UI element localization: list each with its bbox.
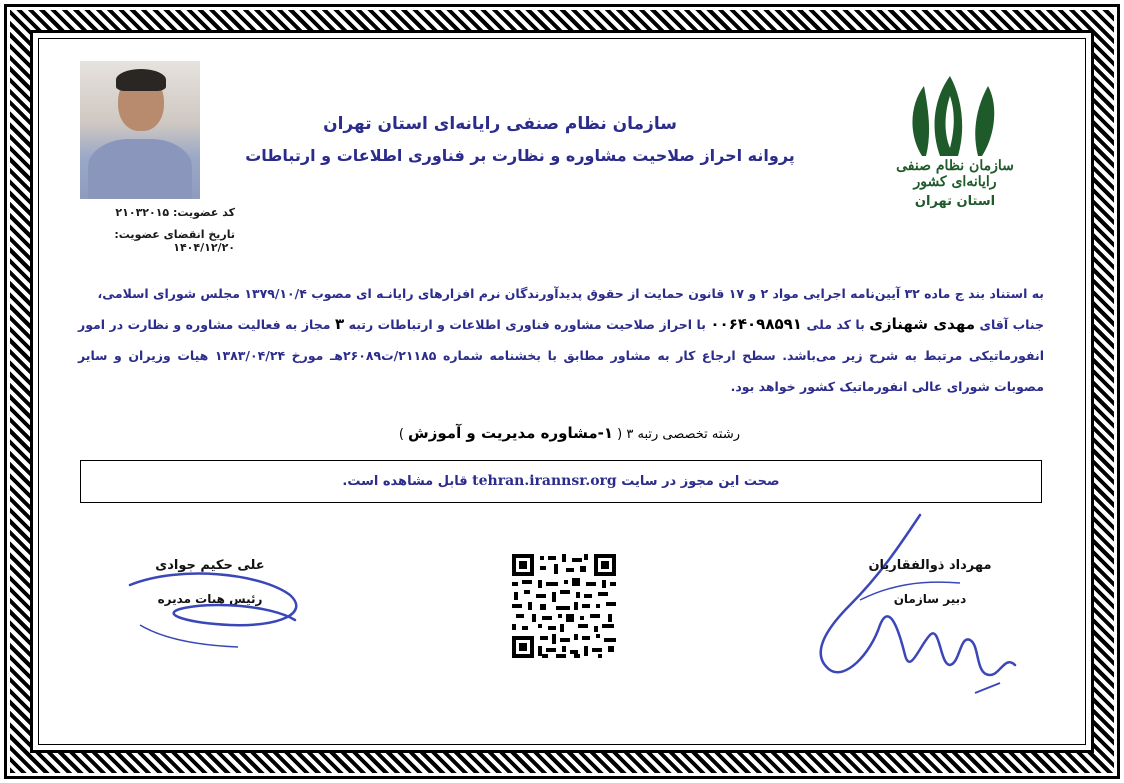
member-photo (80, 61, 200, 199)
specialty-field-close: ) (398, 427, 404, 442)
organization-title: سازمان نظام صنفی رایانه‌ای استان تهران (323, 114, 677, 134)
member-code-value: ۲۱۰۳۲۰۱۵ (115, 206, 170, 219)
body-text-part-b: با کد ملی (806, 317, 865, 332)
organization-logo-province: استان تهران (914, 194, 996, 209)
body-text-part-d: مجاز به فعالیت مشاوره و نظارت در امور انفورماتیکی مرتبط به شرح زیر می‌باشد. سطح ارجاع کار به مشاور مطابق با بخشنامه شماره ۲۱۱۸۵/ت۲۶۰۸۹هـ مورخ ۱۳۸۳/۰۴/۲۴ هیات وزیران و سایر مصوبات شورای عالی انفورماتیک کشور خواهد بود. (78, 317, 1044, 394)
qr-code-icon[interactable] (510, 552, 618, 660)
license-rank: ۳ (334, 315, 345, 333)
right-signatory-role: دبیر سازمان (893, 592, 967, 606)
verification-text-after: قابل مشاهده است. (342, 474, 468, 489)
body-line-1: به استناد بند ج ماده ۳۲ آیین‌نامه اجرایی مواد ۲ و ۱۷ قانون حمایت از حقوق پدیدآورندگان نرم افزارهای رایانـه ای مصوب ۱۳۷۹/۱۰/۴ مجلس شورای اسلامی، (97, 286, 1044, 301)
specialty-field-label: رشته تخصصی رتبه ۳ ( (617, 427, 740, 442)
verification-text-before: صحت این مجوز در سایت (621, 474, 780, 489)
left-signatory-role: رئیس هیات مدیره (157, 592, 263, 606)
license-title: پروانه احراز صلاحیت مشاوره و نظارت بر فناوری اطلاعات و ارتباطات (245, 146, 795, 165)
membership-expiry (60, 228, 235, 254)
left-signatory-name: علی حکیم جوادی (155, 558, 265, 573)
holder-name: مهدی شهنازی (869, 315, 976, 333)
member-code-label: کد عضویت: (172, 206, 235, 219)
body-text-part-a: جناب آقای (979, 317, 1044, 332)
membership-expiry-value: ۱۴۰۴/۱۲/۲۰ (173, 241, 235, 254)
membership-expiry-label: تاریخ انقضای عضویت: (114, 228, 235, 241)
right-signatory-name: مهرداد ذوالفقاریان (868, 558, 992, 573)
license-body-text (78, 278, 1044, 402)
verification-box (80, 460, 1042, 503)
national-code: ۰۰۶۴۰۹۸۵۹۱ (710, 315, 802, 333)
verification-site-link[interactable]: tehran.irannsr.org (472, 473, 617, 489)
body-text-part-c: با احراز صلاحیت مشاوره فناوری اطلاعات و ارتباطات رتبه (348, 317, 706, 332)
organization-logo-name: سازمان نظام صنفی رایانه‌ای کشور (896, 158, 1014, 190)
member-code (60, 206, 235, 219)
specialty-field-value: ۱-مشاوره مدیریت و آموزش (408, 424, 614, 442)
specialty-field (300, 424, 740, 442)
left-signature-image (120, 565, 320, 675)
